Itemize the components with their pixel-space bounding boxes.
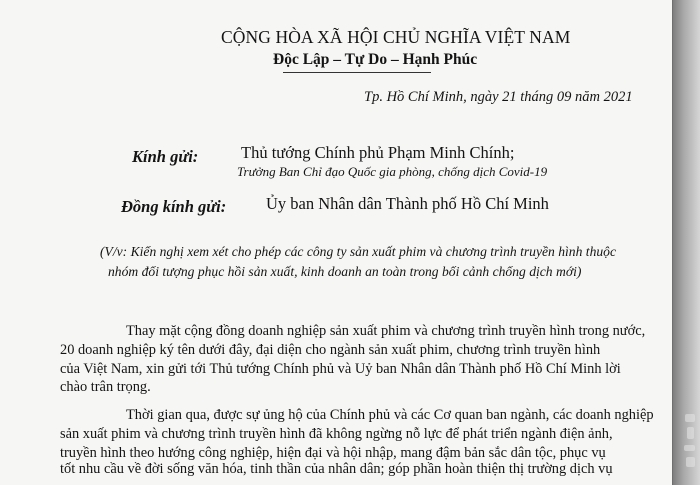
subject-line: (V/v: Kiến nghị xem xét cho phép các công ty sản xuất phim và chương trình truyền hình thuộc [100,244,616,259]
recipient-title: Trưởng Ban Chỉ đạo Quốc gia phòng, chống dịch Covid-19 [237,164,548,179]
paragraph-line: sản xuất phim và chương trình truyền hình đã không ngừng nỗ lực để phát triển ngành điện ảnh, [60,425,613,442]
heading-underline [283,72,431,73]
cc-name: Ủy ban Nhân dân Thành phố Hồ Chí Minh [266,194,549,213]
paragraph-line: Thay mặt cộng đồng doanh nghiệp sản xuất phim và chương trình truyền hình trong nước, [126,323,646,339]
body-paragraph-1 [60,322,652,397]
background-edge [673,0,700,485]
recipient-name: Thủ tướng Chính phủ Phạm Minh Chính; [241,143,515,162]
recipient-label: Kính gửi: [132,147,199,166]
cc-label: Đồng kính gửi: [121,197,227,216]
subject-line: nhóm đối tượng phục hồi sản xuất, kinh doanh an toàn trong bối cảnh chống dịch mới) [108,264,582,279]
paragraph-line: Thời gian qua, được sự ủng hộ của Chính phủ và các Cơ quan ban ngành, các doanh nghiệp [126,407,654,423]
country-heading: CỘNG HÒA XÃ HỘI CHỦ NGHĨA VIỆT NAM [221,27,571,47]
motto-heading: Độc Lập – Tự Do – Hạnh Phúc [273,51,478,68]
place-date: Tp. Hồ Chí Minh, ngày 21 tháng 09 năm 2021 [364,89,633,105]
paragraph-line: của Việt Nam, xin gửi tới Thủ tướng Chính phủ và Uỷ ban Nhân dân Thành phố Hồ Chí Minh lời [60,360,621,377]
body-paragraph-2 [60,406,652,479]
paragraph-line: 20 doanh nghiệp ký tên dưới đây, đại diện cho ngành sản xuất phim, chương trình truyền hình [60,341,601,358]
subject-block [100,242,628,282]
watermark-mark [684,414,696,468]
paragraph-line: tốt nhu cầu về đời sống văn hóa, tinh thần của nhân dân; góp phần hoàn thiện thị trường dịch vụ [60,461,613,478]
paragraph-line: chào trân trọng. [60,379,151,396]
paragraph-line: truyền hình theo hướng công nghiệp, hiện đại và hội nhập, mang đậm bản sắc dân tộc, phục vụ [60,444,606,461]
